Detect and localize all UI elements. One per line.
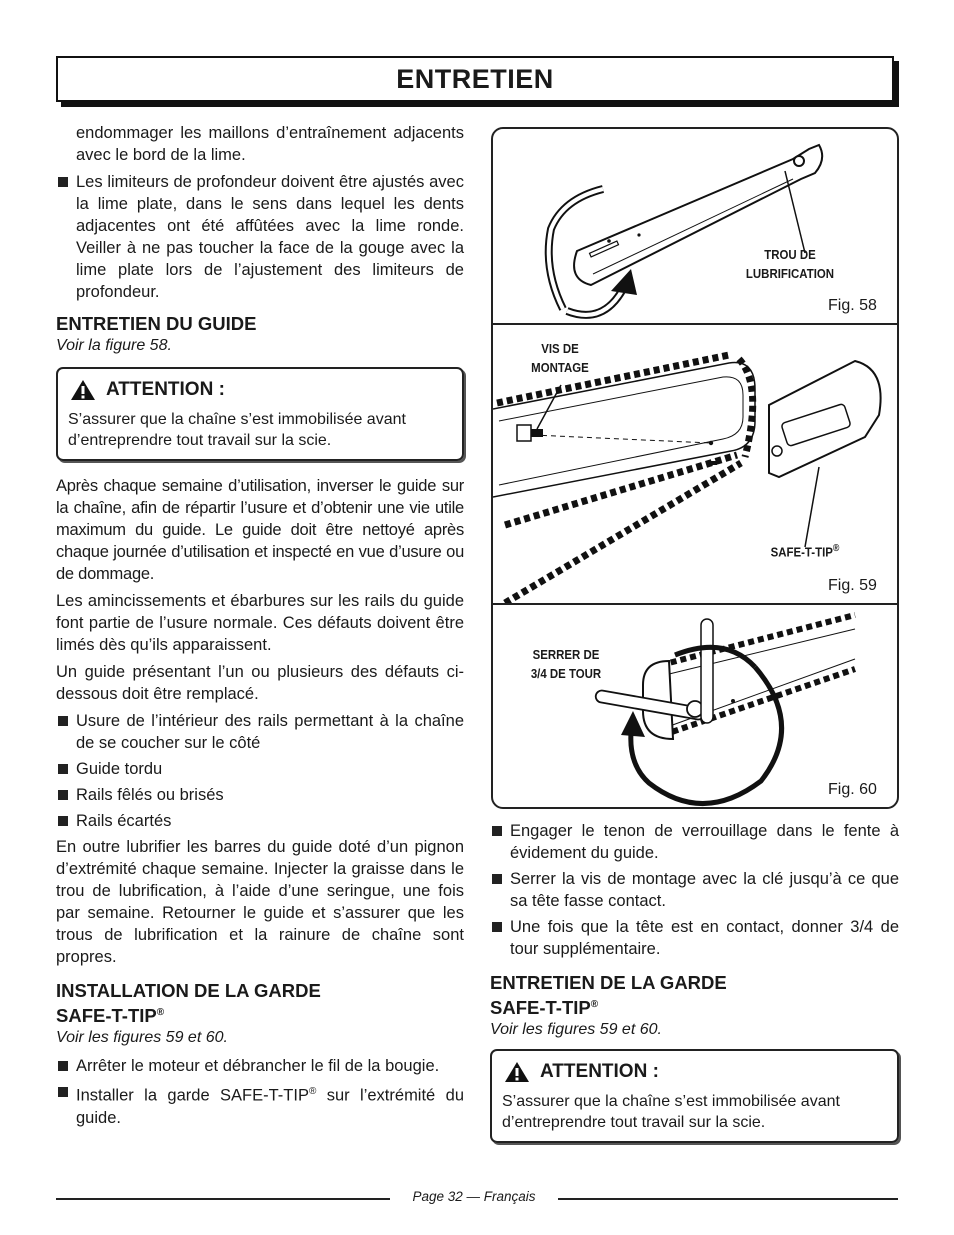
heading-line: INSTALLATION DE LA GARDE: [56, 980, 321, 1001]
callout-lubrication-hole: [724, 245, 856, 283]
registered-mark: ®: [590, 999, 599, 1010]
page-banner: [56, 56, 894, 102]
page-footer: [56, 1188, 898, 1208]
paragraph: En outre lubrifier les barres du guide doté d’un pignon d’extrémité chaque semaine. Injecter la graisse dans le trou de lubrification, à l’aide d’une seringue, une fois par semaine. Retourner le guide et s’assurer que les trous de lubrification et la rainure de chaîne sont propres.: [56, 838, 464, 966]
intro-list: [56, 171, 464, 303]
callout-line: LUBRIFICATION: [745, 266, 835, 281]
wrench-tighten-illustration: [493, 605, 897, 807]
list-item: [56, 1081, 464, 1129]
callout-line: TROU DE: [764, 247, 816, 262]
registered-mark: ®: [832, 543, 840, 554]
paragraph: Les amincissements et ébarbures sur les rails du guide font partie de l’usure normale. Ces défauts doivent être limés dès qu’ils apparaissent.: [56, 592, 464, 654]
heading-line: SAFE-T-TIP: [490, 997, 591, 1019]
registered-mark: ®: [308, 1086, 317, 1098]
guide-bar-illustration: [493, 129, 897, 323]
install-list: [56, 1055, 464, 1129]
right-column: [490, 820, 899, 1157]
footer-rule: [56, 1198, 390, 1200]
list-item: Une fois que la tête est en contact, donner 3/4 de tour supplémentaire.: [490, 916, 899, 960]
section-heading-guide: ENTRETIEN DU GUIDE: [56, 313, 257, 334]
list-item: Usure de l’intérieur des rails permettant à la chaîne de se coucher sur le côté: [56, 710, 464, 754]
attention-header: [68, 379, 452, 401]
figure-59: [493, 325, 897, 603]
figure-label: Fig. 58: [828, 297, 877, 314]
paragraph: Après chaque semaine d’utilisation, inverser le guide sur la chaîne, afin de répartir l’usure et d’obtenir une vie utile maximum du guide. Le guide doit être nettoyé après chaque journée d’utilisation et inspecté en vue d’usure ou de dommage.: [56, 477, 464, 583]
figure-reference: Voir la figure 58.: [56, 337, 172, 354]
left-column: [56, 122, 464, 1133]
footer-rule: [558, 1198, 898, 1200]
list-item: Les limiteurs de profondeur doivent être ajustés avec la lime plate, dans le sens dans lequel les dents adjacentes ont été affûtées avec la lime ronde. Veiller à ne pas toucher la face de la gouge avec la lime plate lors de l’ajustement des limiteurs de profondeur.: [56, 171, 464, 303]
attention-box: [490, 1049, 899, 1143]
figure-60: [493, 605, 897, 807]
list-item: Serrer la vis de montage avec la clé jusqu’à ce que sa tête fasse contact.: [490, 868, 899, 912]
defects-list: [56, 710, 464, 832]
attention-title: ATTENTION :: [106, 379, 225, 400]
warning-triangle-icon: [504, 1061, 530, 1083]
list-item: Arrêter le moteur et débrancher le fil de la bougie.: [56, 1055, 464, 1077]
section-heading-guard-maintenance: [490, 972, 899, 1019]
callout-mounting-screw: [520, 339, 599, 377]
attention-text: S’assurer que la chaîne s’est immobilisée avant d’entreprendre tout travail sur la scie.: [502, 1093, 840, 1132]
warning-triangle-icon: [70, 379, 96, 401]
attention-text: S’assurer que la chaîne s’est immobilisée avant d’entreprendre tout travail sur la scie.: [68, 411, 406, 449]
figure-label: Fig. 60: [828, 781, 877, 798]
page-title: ENTRETIEN: [396, 63, 554, 94]
heading-line: SAFE-T-TIP: [56, 1005, 157, 1027]
callout-tighten-text: [514, 645, 618, 683]
attention-header: [502, 1061, 887, 1083]
list-item: Guide tordu: [56, 758, 464, 780]
registered-mark: ®: [156, 1007, 165, 1018]
install-steps-list: [490, 820, 899, 960]
callout-line: SAFE-T-TIP: [770, 544, 833, 560]
list-item-text: Installer la garde SAFE-T-TIP: [76, 1086, 309, 1105]
attention-title: ATTENTION :: [540, 1061, 659, 1083]
paragraph: Un guide présentant l’un ou plusieurs des défauts ci-dessous doit être remplacé.: [56, 663, 464, 703]
callout-line: SERRER DE: [532, 647, 600, 662]
figure-label: Fig. 59: [828, 577, 877, 594]
callout-safe-t-tip: [752, 539, 858, 561]
list-item-text: sur l’extrémité du guide.: [76, 1086, 464, 1127]
list-item: Engager le tenon de verrouillage dans le fente à évidement du guide.: [490, 820, 899, 864]
list-item: Rails fêlés ou brisés: [56, 784, 464, 806]
figure-reference: Voir les figures 59 et 60.: [490, 1021, 662, 1039]
callout-line: 3/4 DE TOUR: [530, 666, 602, 681]
callout-line: MONTAGE: [531, 360, 589, 375]
heading-line: ENTRETIEN DE LA GARDE: [490, 972, 727, 993]
figure-box: [491, 127, 899, 809]
callout-line: VIS DE: [541, 341, 579, 356]
list-item: Rails écartés: [56, 810, 464, 832]
intro-continuation: endommager les maillons d’entraînement adjacents avec le bord de la lime.: [76, 124, 464, 164]
figure-58: [493, 129, 897, 323]
section-heading-install: [56, 980, 464, 1027]
figure-reference: Voir les figures 59 et 60.: [56, 1029, 228, 1047]
attention-box: [56, 367, 464, 461]
page-number: Page 32 — Français: [412, 1189, 536, 1204]
